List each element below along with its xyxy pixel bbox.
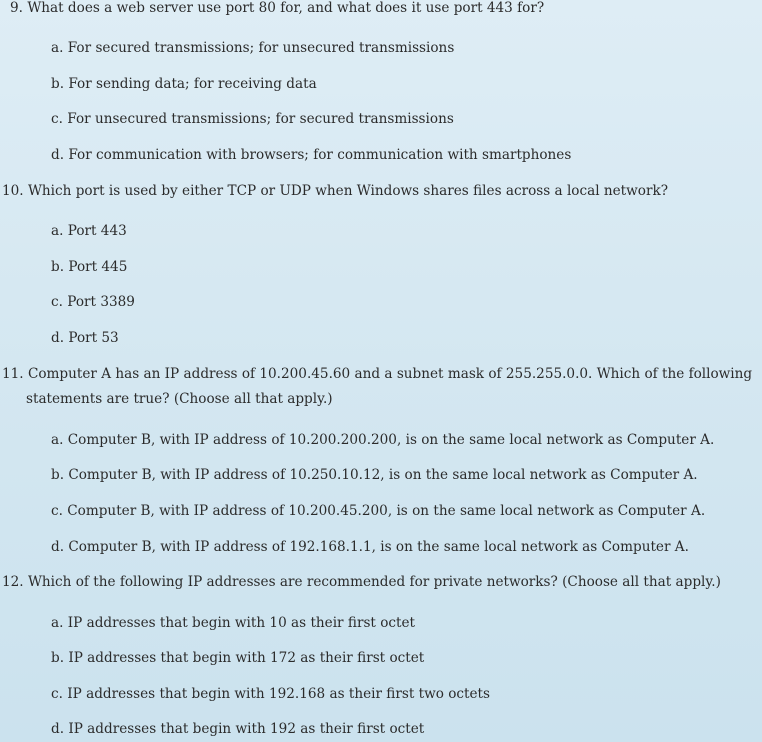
question-12 [2,574,721,590]
question-number: 9. [10,0,23,16]
question-10-option-c[interactable]: c. Port 3389 [51,294,135,310]
question-11-option-c[interactable]: c. Computer B, with IP address of 10.200.45.200, is on the same local network as Computer A. [51,503,706,519]
question-11-option-a[interactable]: a. Computer B, with IP address of 10.200.200.200, is on the same local network as Computer A. [51,432,715,448]
question-10-option-d[interactable]: d. Port 53 [51,330,119,346]
question-12-option-c[interactable]: c. IP addresses that begin with 192.168 as their first two octets [51,686,490,702]
question-text: What does a web server use port 80 for, and what does it use port 443 for? [27,0,545,16]
question-11-text-continued: statements are true? (Choose all that apply.) [26,391,333,407]
question-11 [2,366,752,382]
question-9-option-d[interactable]: d. For communication with browsers; for communication with smartphones [51,147,572,163]
question-9-option-c[interactable]: c. For unsecured transmissions; for secured transmissions [51,111,454,127]
question-10 [2,183,668,199]
question-9-option-a[interactable]: a. For secured transmissions; for unsecured transmissions [51,40,455,56]
question-text: Which of the following IP addresses are recommended for private networks? (Choose all that apply.) [27,574,721,590]
question-9-option-b[interactable]: b. For sending data; for receiving data [51,76,317,92]
question-10-option-a[interactable]: a. Port 443 [51,223,127,239]
question-12-option-d[interactable]: d. IP addresses that begin with 192 as their first octet [51,721,425,737]
question-11-option-d[interactable]: d. Computer B, with IP address of 192.168.1.1, is on the same local network as Computer A. [51,539,689,555]
question-10-option-b[interactable]: b. Port 445 [51,259,128,275]
question-number: 12. [2,574,24,590]
question-number: 10. [2,183,24,199]
question-9 [10,0,544,16]
question-12-option-b[interactable]: b. IP addresses that begin with 172 as their first octet [51,650,425,666]
question-text: Which port is used by either TCP or UDP when Windows shares files across a local network? [27,183,668,199]
question-11-option-b[interactable]: b. Computer B, with IP address of 10.250.10.12, is on the same local network as Computer A. [51,467,698,483]
question-number: 11. [2,366,24,382]
question-text: Computer A has an IP address of 10.200.45.60 and a subnet mask of 255.255.0.0. Which of the following [27,366,753,382]
question-12-option-a[interactable]: a. IP addresses that begin with 10 as their first octet [51,615,415,631]
